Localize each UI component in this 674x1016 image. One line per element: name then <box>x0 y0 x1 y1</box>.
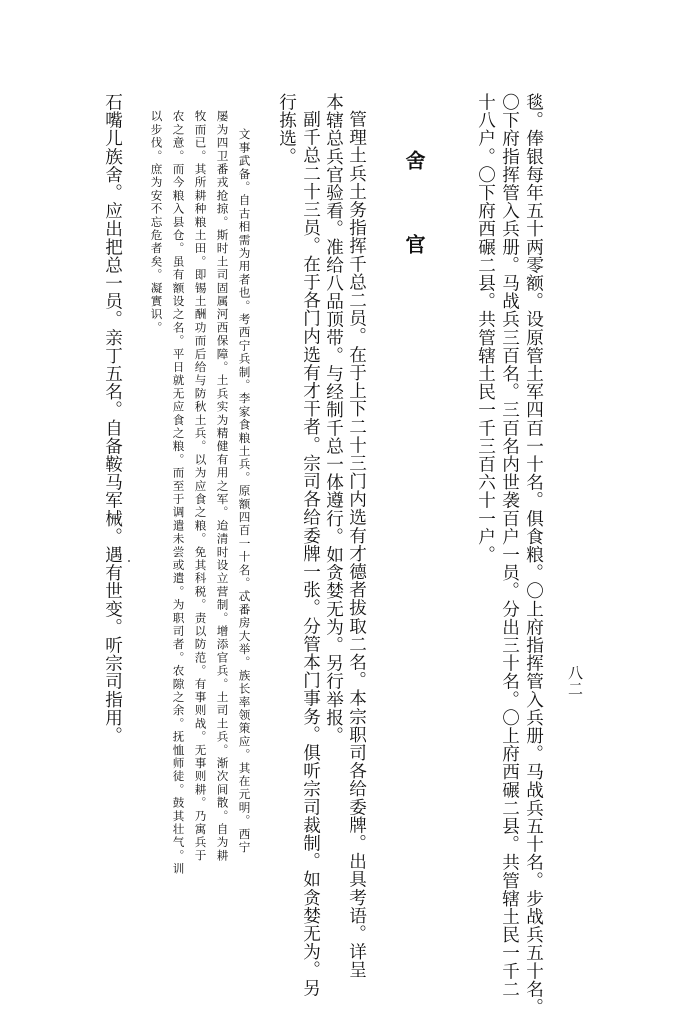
text-column: 〇下府指挥管入兵册。马战兵三百名。三百名内世袭百户一员。分出三十名。〇上府西碾二县。共管辖土民一千二 <box>499 93 520 998</box>
text-column: 石嘴儿族舍。应出把总一员。亲丁五名。自备鞍马军械。遇有世变。听宗司指用。 <box>102 93 123 745</box>
text-column: 毯。俸银每年五十两零额。设原管土军四百一十名。俱食粮。〇上府指挥管入兵册。马战兵五十名。步战兵五十名。 <box>523 93 544 1016</box>
annotation-column: 牧而已。其所耕种粮土田。即锡土酬功而后给与防秋土兵。以为应食之粮。免其科税。责以防范。有事则战。无事则耕。乃寓兵于 <box>193 110 208 863</box>
text-column: 管理土兵土务指挥千总二员。在于上下二十三门内选有才德者拔取二名。本宗职司各给委牌。出具考语。详呈 <box>346 110 367 979</box>
annotation-column: 屡为四卫番戎抢掠。斯时土司固属河西保障。土兵实为精健有用之军。迨清时设立营制。增添官兵。土司土兵。渐次间散。自为耕 <box>215 110 230 863</box>
text-column: 十八户。〇下府西碾二县。共管辖土民一千三百六十一户。 <box>475 93 496 564</box>
text-column: 副千总二十三员。在于各门内选有才干者。宗司各给委牌一张。分管本门事务。俱听宗司裁制。如贪婪无为。另 <box>300 110 321 997</box>
section-heading: 舍 官 <box>402 150 426 276</box>
text-column: 本辖总兵官验看。准给八品顶带。与经制千总一体遵行。如贪婪无为。另行举报。 <box>323 93 344 745</box>
text-column: 行拣选。 <box>276 93 297 166</box>
stray-mark <box>128 560 130 562</box>
page-number: 八二 <box>566 665 584 697</box>
annotation-column: 文事武备。自古相需为用者也。考西宁兵制。李家食粮土兵。原额四百一十名。忒番房大举。族长率领策应。其在元明。西宁 <box>237 128 252 854</box>
annotation-column: 以步伐。庶为安不忘危者矣。凝實识。 <box>149 110 164 335</box>
annotation-column: 农之意。而今粮入县仓。虽有额设之名。平日就无应食之粮。而至于调遣未尝或遣。为职司者。农隙之余。抚恤师徒。鼓其壮气。训 <box>171 110 186 876</box>
